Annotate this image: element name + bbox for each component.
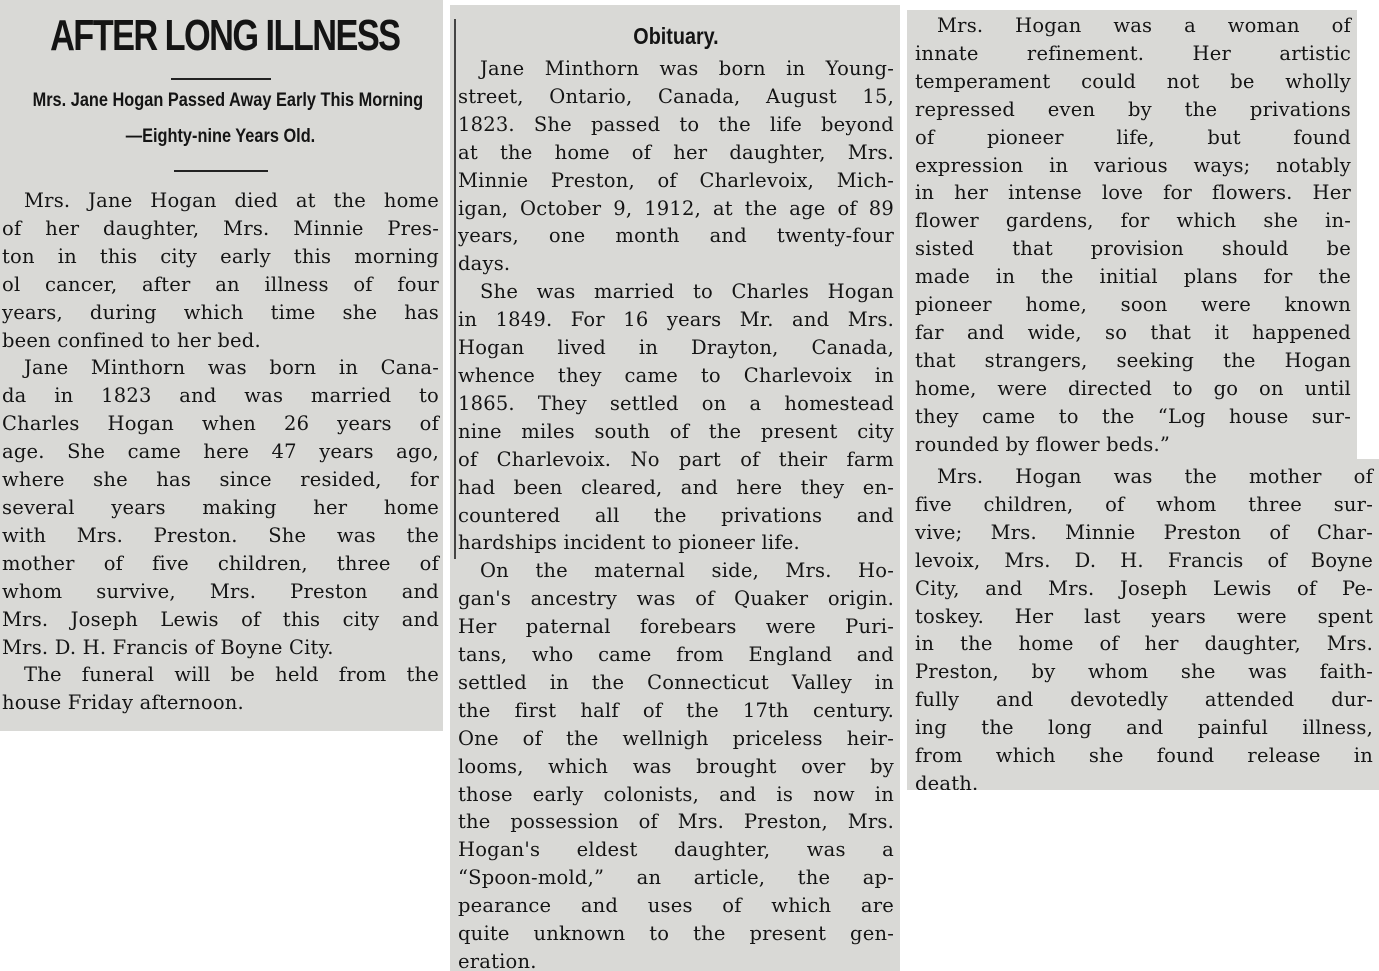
text-line: the possession of Mrs. Preston, Mrs. (458, 810, 894, 834)
text-line: hardships incident to pioneer life. (458, 531, 800, 555)
text-line: they came to the “Log house sur- (915, 404, 1351, 428)
text-line: those early colonists, and is now in (458, 782, 894, 806)
text-line: Jane Minthorn was born in Young- (480, 57, 894, 80)
text-line: countered all the privations and (458, 503, 894, 527)
text-line: where she has since resided, for (2, 468, 439, 492)
text-line: had been cleared, and here they en- (458, 475, 894, 499)
text-line: age. She came here 47 years ago, (2, 440, 439, 464)
text-line: fully and devotedly attended dur- (915, 688, 1373, 712)
text-line: street, Ontario, Canada, August 15, (458, 84, 894, 108)
divider-rule (174, 170, 268, 172)
text-line: Mrs. Jane Hogan died at the home (24, 189, 439, 212)
text-line: rounded by flower beds.” (915, 432, 1171, 456)
headline: AFTER LONG ILLNESS (50, 11, 400, 60)
text-line: looms, which was brought over by (458, 754, 894, 778)
text-line: settled in the Connecticut Valley in (458, 670, 894, 694)
text-line: home, were directed to go on until (915, 376, 1351, 400)
text-line: in her intense love for flowers. Her (915, 181, 1351, 205)
text-line: Charles Hogan when 26 years of (2, 412, 439, 436)
text-line: 1823. She passed to the life beyond (458, 112, 894, 136)
text-line: levoix, Mrs. D. H. Francis of Boyne (915, 548, 1373, 572)
text-line: Minnie Preston, of Charlevoix, Mich- (458, 168, 894, 192)
text-line: in the home of her daughter, Mrs. (915, 632, 1373, 656)
news-clipping-continuation-bottom (907, 459, 1379, 790)
text-line: the first half of the 17th century. (458, 698, 894, 722)
text-line: Mrs. D. H. Francis of Boyne City. (2, 635, 334, 659)
text-line: On the maternal side, Mrs. Ho- (480, 559, 894, 583)
text-line: mother of five children, three of (2, 551, 439, 575)
text-line: gan's ancestry was of Quaker origin. (458, 587, 894, 611)
text-line: Mrs. Hogan was a woman of (937, 14, 1351, 37)
text-line: whence they came to Charlevoix in (458, 363, 894, 387)
text-line: Hogan's eldest daughter, was a (458, 838, 894, 862)
text-line: ton in this city early this morning (2, 244, 439, 268)
text-line: Her paternal forebears were Puri- (458, 615, 894, 639)
article-body (915, 463, 1373, 790)
text-line: The funeral will be held from the (24, 663, 439, 687)
text-line: nine miles south of the present city (458, 419, 894, 443)
text-line: with Mrs. Preston. She was the (2, 523, 439, 547)
text-line: She was married to Charles Hogan (480, 280, 894, 304)
news-clipping-continuation-top (907, 10, 1357, 459)
text-line: house Friday afternoon. (2, 691, 244, 715)
text-line: da in 1823 and was married to (2, 384, 439, 408)
subhead-line-2: —Eighty-nine Years Old. (125, 126, 316, 147)
text-line: quite unknown to the present gen- (458, 922, 894, 946)
text-line: days. (458, 252, 511, 276)
text-line: that strangers, seeking the Hogan (915, 348, 1351, 372)
article-body (915, 12, 1351, 459)
text-line: at the home of her daughter, Mrs. (458, 140, 894, 164)
text-line: vive; Mrs. Minnie Preston of Char- (915, 520, 1373, 544)
text-line: far and wide, so that it happened (915, 320, 1351, 344)
news-clipping-obituary (450, 5, 900, 971)
text-line: City, and Mrs. Joseph Lewis of Pe- (915, 576, 1373, 600)
text-line: sisted that provision should be (915, 237, 1351, 261)
news-clipping-after-long-illness (0, 0, 443, 731)
text-line: in 1849. For 16 years Mr. and Mrs. (458, 308, 894, 332)
text-line: “Spoon-mold,” an article, the ap- (458, 866, 894, 890)
text-line: made in the initial plans for the (915, 265, 1351, 289)
text-line: innate refinement. Her artistic (915, 41, 1351, 65)
text-line: Mrs. Hogan was the mother of (937, 465, 1373, 488)
text-line: pearance and uses of which are (458, 894, 894, 918)
column-rule (454, 19, 456, 559)
text-line: flower gardens, for which she in- (915, 209, 1351, 233)
text-line: Mrs. Joseph Lewis of this city and (2, 607, 439, 631)
text-line: death. (915, 771, 979, 790)
text-line: eration. (458, 950, 537, 971)
text-line: five children, of whom three sur- (915, 492, 1373, 516)
obituary-title: Obituary. (633, 23, 719, 49)
text-line: ing the long and painful illness, (915, 716, 1373, 740)
text-line: years, one month and twenty-four (458, 224, 894, 248)
text-line: whom survive, Mrs. Preston and (2, 579, 439, 603)
text-line: 1865. They settled on a homestead (458, 391, 894, 415)
text-line: toskey. Her last years were spent (915, 604, 1373, 628)
article-body (458, 55, 894, 971)
text-line: from which she found release in (915, 744, 1373, 768)
text-line: temperament could not be wholly (915, 69, 1351, 93)
subhead-line-1: Mrs. Jane Hogan Passed Away Early This Morning (32, 90, 424, 111)
text-line: years, during which time she has (2, 300, 439, 324)
text-line: several years making her home (2, 495, 439, 519)
text-line: Jane Minthorn was born in Cana- (24, 356, 439, 380)
text-line: Preston, by whom she was faith- (915, 660, 1373, 684)
text-line: been confined to her bed. (2, 328, 261, 352)
text-line: ol cancer, after an illness of four (2, 272, 439, 296)
text-line: of Charlevoix. No part of their farm (458, 447, 894, 471)
article-body (2, 187, 439, 717)
text-line: tans, who came from England and (458, 643, 894, 667)
text-line: of her daughter, Mrs. Minnie Pres- (2, 216, 439, 240)
text-line: expression in various ways; notably (915, 153, 1351, 177)
text-line: Hogan lived in Drayton, Canada, (458, 336, 894, 360)
text-line: igan, October 9, 1912, at the age of 89 (458, 196, 894, 220)
text-line: of pioneer life, but found (915, 125, 1351, 149)
text-line: repressed even by the privations (915, 97, 1351, 121)
divider-rule (171, 78, 271, 80)
text-line: One of the wellnigh priceless heir- (458, 726, 894, 750)
text-line: pioneer home, soon were known (915, 293, 1351, 317)
